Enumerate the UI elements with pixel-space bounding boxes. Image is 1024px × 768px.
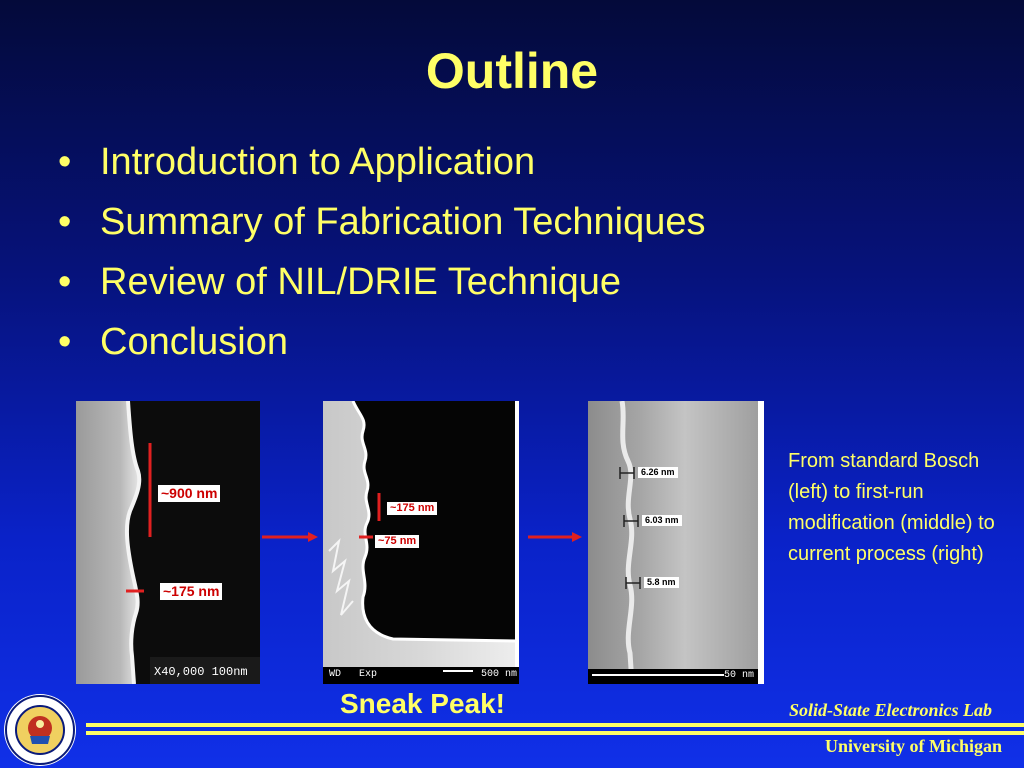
bullet-item (58, 252, 705, 312)
measurement-label: ~175 nm (387, 502, 437, 515)
slide-title: Outline (425, 43, 599, 99)
scale-bar-text: 500 nm (481, 669, 518, 680)
bullet-dot-icon: • (58, 201, 72, 243)
sneak-peek-label: Sneak Peak! (340, 688, 505, 719)
arrow-right-icon (262, 530, 320, 544)
scale-bar-text: X40,000 100nm (154, 665, 248, 679)
footer-rule (86, 723, 1024, 727)
bullet-dot-icon: • (58, 321, 72, 363)
arrow-right-icon (528, 530, 584, 544)
bullet-item (58, 312, 705, 372)
university-seal-icon (2, 692, 78, 768)
outline-list (58, 132, 705, 372)
bullet-text: Conclusion (100, 321, 288, 363)
university-name: University of Michigan (825, 736, 1002, 756)
measurement-label: 6.26 nm (638, 467, 678, 478)
measurement-label: ~900 nm (158, 485, 220, 502)
measurement-label: 6.03 nm (642, 515, 682, 526)
sem-image-right (588, 401, 764, 684)
sem-image-middle (323, 401, 519, 684)
scale-bar-text: 50 nm (724, 670, 755, 681)
measurement-label: ~75 nm (375, 535, 419, 548)
bullet-item (58, 132, 705, 192)
image-caption: From standard Bosch (left) to first-run modification (middle) to current process (right) (788, 450, 995, 565)
bullet-text: Summary of Fabrication Techniques (100, 201, 706, 243)
scale-bar-text: WD Exp (329, 669, 378, 680)
bullet-item (58, 192, 705, 252)
bullet-text: Introduction to Application (100, 141, 536, 183)
measurement-label: ~175 nm (160, 583, 222, 600)
bullet-text: Review of NIL/DRIE Technique (100, 261, 621, 303)
bullet-dot-icon: • (58, 261, 72, 303)
bullet-dot-icon: • (58, 141, 72, 183)
lab-name: Solid-State Electronics Lab (788, 700, 992, 720)
footer-rule (86, 731, 1024, 735)
sem-image-left (76, 401, 260, 684)
measurement-label: 5.8 nm (644, 577, 679, 588)
